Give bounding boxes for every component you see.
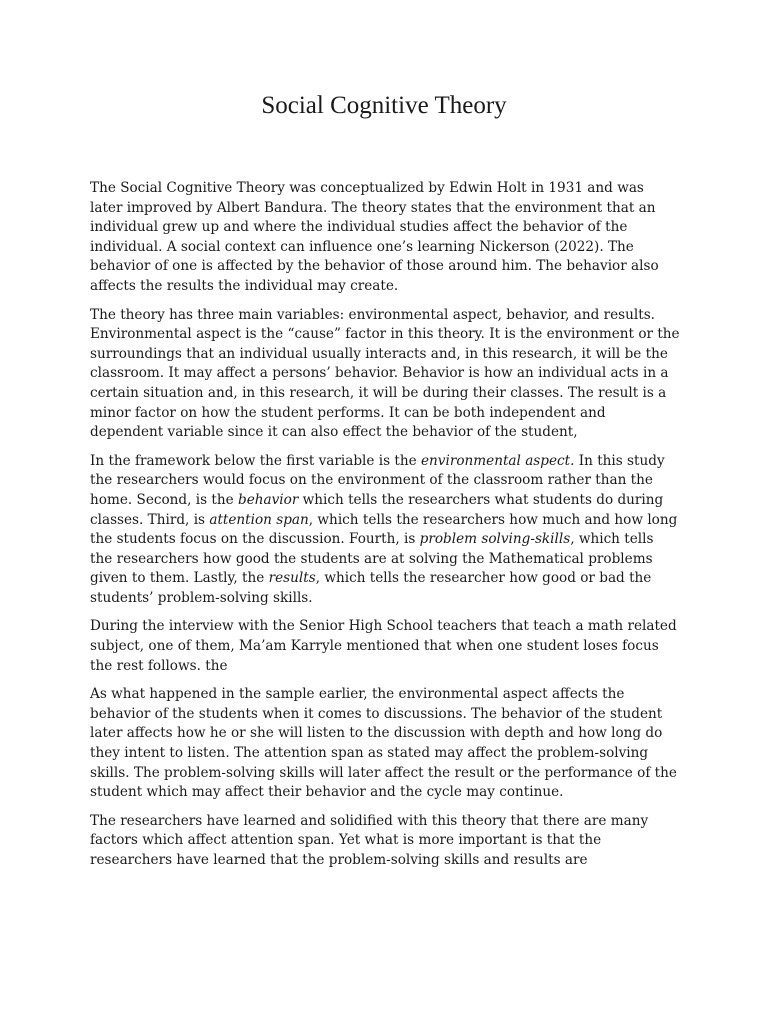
paragraph-3 — [90, 452, 680, 609]
term-environmental-aspect: environmental aspect. — [421, 452, 575, 469]
term-results: results — [268, 570, 316, 587]
paragraph-3-run: In this study the researchers would focus on the environment of the classroom rather than the home. Second, is the — [90, 452, 665, 508]
paragraph-3-run: which tells the researchers what students do during classes. Third, is — [90, 491, 664, 528]
paragraph-5: As what happened in the sample earlier, the environmental aspect affects the behavior of the students when it comes to discussions. The behavior of the student later affects how he or she will listen to the discussion with depth and how long do they intent to listen. The attention span as stated may affect the problem-solving skills. The problem-solving skills will later affect the result or the performance of the student which may affect their behavior and the cycle may continue. — [90, 686, 677, 801]
paragraph-2: The theory has three main variables: environmental aspect, behavior, and results. Environmental aspect is the “cause” factor in this theory. It is the environment or the surroundings that an individual usually interacts and, in this research, it will be the classroom. It may affect a persons’ behavior. Behavior is how an individual acts in a certain situation and, in this research, it will be during their classes. The result is a minor factor on how the student performs. It can be both independent and dependent variable since it can also effect the behavior of the student, — [90, 306, 680, 441]
term-behavior: behavior — [238, 491, 299, 508]
paragraph-6: The researchers have learned and solidified with this theory that there are many factors which affect attention span. Yet what is more important is that the researchers have learned that the problem-solving skills and results are — [90, 812, 649, 868]
document-body — [90, 179, 680, 880]
paragraph-1: The Social Cognitive Theory was conceptualized by Edwin Holt in 1931 and was later improved by Albert Bandura. The theory states that the environment that an individual grew up and where the individual studies affect the behavior of the individual. A social context can influence one’s learning Nickerson (2022). The behavior of one is affected by the behavior of those around him. The behavior also affects the results the individual may create. — [90, 180, 659, 294]
page-title: Social Cognitive Theory — [261, 92, 507, 119]
paragraph-3-run: , which tells the researchers how much and how long the students focus on the discussion. Fourth, is — [90, 511, 678, 548]
paragraph-3-run: In the framework below the first variable is the — [90, 452, 421, 469]
term-problem-solving-skills: problem solving-skills — [419, 531, 571, 548]
paragraph-4: During the interview with the Senior High School teachers that teach a math related subject, one of them, Ma’am Karryle mentioned that when one student loses focus the rest follows. the — [90, 618, 677, 674]
paragraph-3-run: , which tells the researcher how good or bad the students’ problem-solving skills. — [90, 570, 652, 606]
term-attention-span: attention span — [209, 511, 309, 528]
paragraph-3-run: , which tells the researchers how good the students are at solving the Mathematical problems given to them. Lastly, the — [90, 531, 654, 587]
